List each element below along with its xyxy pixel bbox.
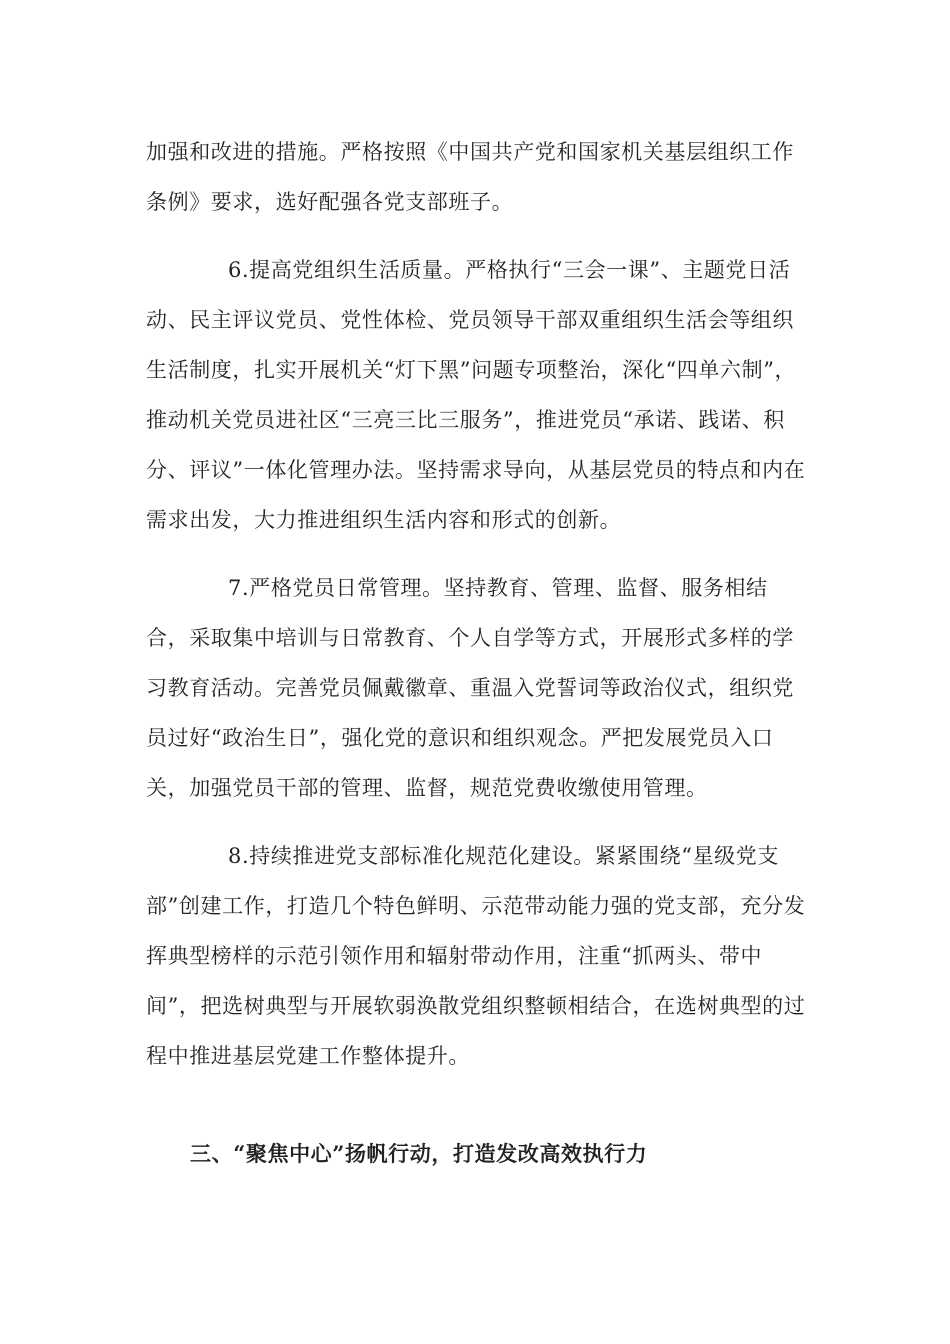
- paragraph-item-7: 7.严格党员日常管理。坚持教育、管理、监督、服务相结合，采取集中培训与日常教育、个人自学等方式，开展形式多样的学习教育活动。完善党员佩戴徽章、重温入党誓词等政治仪式，组织党员过好“政治生日”，强化党的意识和组织观念。严把发展党员入口关，加强党员干部的管理、监督，规范党费收缴使用管理。: [146, 576, 794, 800]
- paragraph-item-8: 8.持续推进党支部标准化规范化建设。紧紧围绕“星级党支部”创建工作，打造几个特色鲜明、示范带动能力强的党支部，充分发挥典型榜样的示范引领作用和辐射带动作用，注重“抓两头、带中间”，把选树典型与开展软弱涣散党组织整顿相结合，在选树典型的过程中推进基层党建工作整体提升。: [146, 844, 806, 1068]
- document-body: [146, 127, 806, 1081]
- paragraph-item-6: 6.提高党组织生活质量。严格执行“三会一课”、主题党日活动、民主评议党员、党性体检、党员领导干部双重组织生活会等组织生活制度，扎实开展机关“灯下黑”问题专项整治，深化“四单六制”，推动机关党员进社区“三亮三比三服务”，推进党员“承诺、践诺、积分、评议”一体化管理办法。坚持需求导向，从基层党员的特点和内在需求出发，大力推进组织生活内容和形式的创新。: [146, 258, 806, 532]
- paragraph-continuation: 加强和改进的措施。严格按照《中国共产党和国家机关基层组织工作条例》要求，选好配强各党支部班子。: [146, 140, 794, 214]
- paragraph-spacer: [146, 813, 806, 831]
- paragraph-spacer: [146, 227, 806, 245]
- paragraph-spacer: [146, 545, 806, 563]
- section-heading: 三、“聚焦中心”扬帆行动，打造发改高效执行力: [190, 1141, 648, 1166]
